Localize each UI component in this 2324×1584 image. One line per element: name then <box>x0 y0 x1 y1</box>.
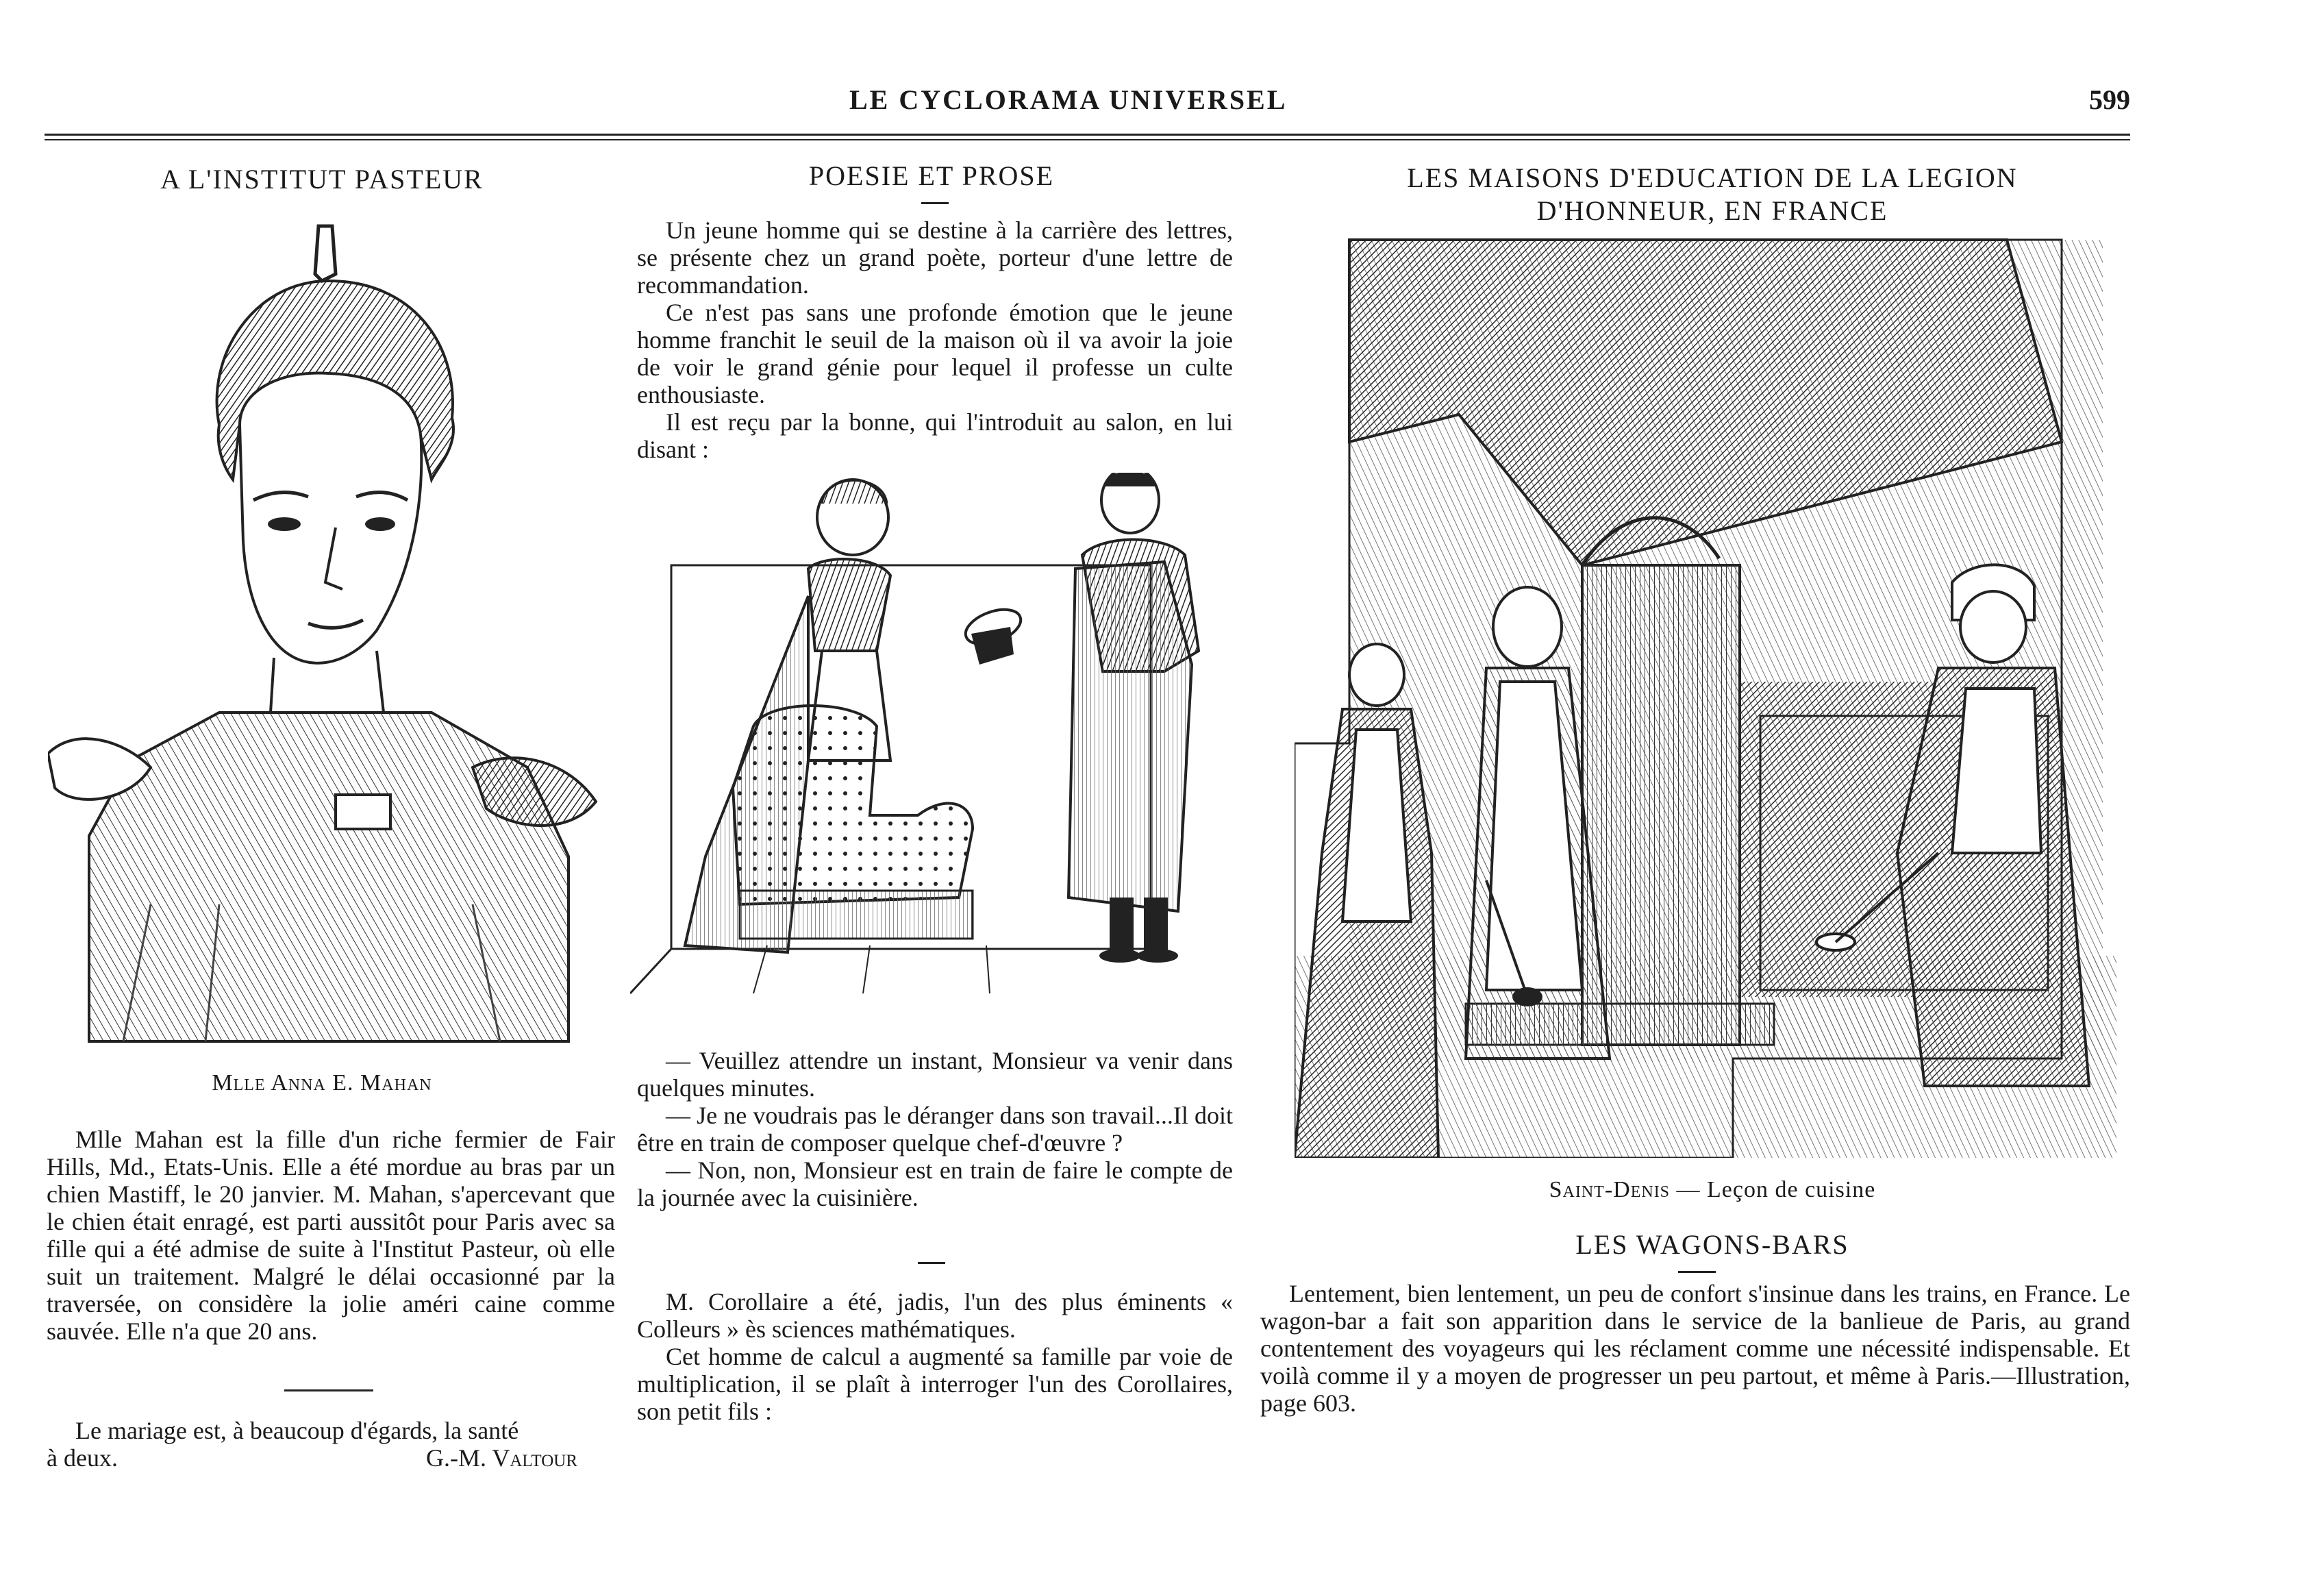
col2-para1: Un jeune homme qui se destine à la carrière des lettres, se présente chez un grand poète, porteur d'une lettre de recommandation. <box>637 216 1233 299</box>
col1-title: A L'INSTITUT PASTEUR <box>160 164 484 195</box>
col3-title-line2: D'HONNEUR, EN FRANCE <box>1536 195 1888 226</box>
col2-intro <box>637 216 1233 463</box>
cooking-lesson-engraving <box>1295 236 2116 1158</box>
col2-title-dash <box>921 202 949 204</box>
col2-dialogue3: — Non, non, Monsieur est en train de faire le compte de la journée avec la cuisinière. <box>637 1156 1233 1211</box>
col3-title-line1: LES MAISONS D'EDUCATION DE LA LEGION <box>1407 162 2018 193</box>
col1-article <box>47 1126 615 1345</box>
col2-para3: Il est reçu par la bonne, qui l'introduit au salon, en lui disant : <box>637 408 1233 463</box>
col3-section2-text: Lentement, bien lentement, un peu de confort s'insinue dans les trains, en France. Le wagon-bar a fait son apparition dans le service de la banlieue de Paris, au grand contentement des voyageurs qui les réclament comme une nécessité indispensable. Et voilà comme il y a moyen de progresser un peu partout, et même à Paris.—Illustration, page 603. <box>1260 1280 2130 1417</box>
maxim-line2: à deux. <box>47 1444 118 1472</box>
header-rule-bottom <box>45 139 2130 140</box>
col3-section2-dash <box>1678 1271 1716 1273</box>
cooking-caption <box>1370 1177 2055 1203</box>
cooking-caption-place: Saint-Denis <box>1549 1177 1671 1202</box>
col2-title: POESIE ET PROSE <box>808 160 1055 191</box>
col2-dialogue <box>637 1047 1233 1211</box>
col2-dialogue2: — Je ne voudrais pas le déranger dans son travail...Il doit être en train de composer quelque chef-d'œuvre ? <box>637 1102 1233 1156</box>
salon-illustration <box>630 473 1219 1000</box>
maxim-line1: Le mariage est, à beaucoup d'égards, la santé <box>75 1417 519 1444</box>
col3-section2 <box>1260 1280 2130 1417</box>
col1-maxim <box>47 1417 615 1472</box>
maxim-signature-row <box>47 1444 615 1472</box>
header-rule-top <box>45 134 2130 136</box>
col2-anecdote1: M. Corollaire a été, jadis, l'un des plus éminents « Colleurs » ès sciences mathématiques. <box>637 1288 1233 1343</box>
col2-anecdote <box>637 1288 1233 1425</box>
col2-para2: Ce n'est pas sans une profonde émotion que le jeune homme franchit le seuil de la maison où il va avoir la joie de voir le grand génie pour lequel il professe un culte enthousiaste. <box>637 299 1233 408</box>
page-number: 599 <box>2089 84 2130 115</box>
col2-separator <box>918 1262 945 1264</box>
col2-anecdote2: Cet homme de calcul a augmenté sa famille par voie de multiplication, il se plaît à interroger l'un des Corollaires, son petit fils : <box>637 1343 1233 1425</box>
maxim-author: G.-M. Valtour <box>426 1444 577 1472</box>
col2-dialogue1: — Veuillez attendre un instant, Monsieur va venir dans quelques minutes. <box>637 1047 1233 1102</box>
running-title: LE CYCLORAMA UNIVERSEL <box>849 84 1288 115</box>
portrait-caption: Mlle Anna E. Mahan <box>212 1070 432 1096</box>
col1-separator <box>284 1389 373 1391</box>
col3-title <box>1301 162 2123 227</box>
col3-section2-title: LES WAGONS-BARS <box>1575 1229 1849 1260</box>
cooking-caption-text: — Leçon de cuisine <box>1670 1177 1876 1202</box>
col1-article-text: Mlle Mahan est la fille d'un riche fermier de Fair Hills, Md., Etats-Unis. Elle a été mordue au bras par un chien Mastiff, le 20 janvier. M. Mahan, s'apercevant que le chien était enragé, est parti aussitôt pour Paris avec sa fille qui a été admise de suite à l'Institut Pasteur, où elle suit un traitement. Malgré le délai occasionné par la traversée, on considère la jolie améri caine comme sauvée. Elle n'a que 20 ans. <box>47 1126 615 1345</box>
portrait-engraving <box>48 219 610 1048</box>
